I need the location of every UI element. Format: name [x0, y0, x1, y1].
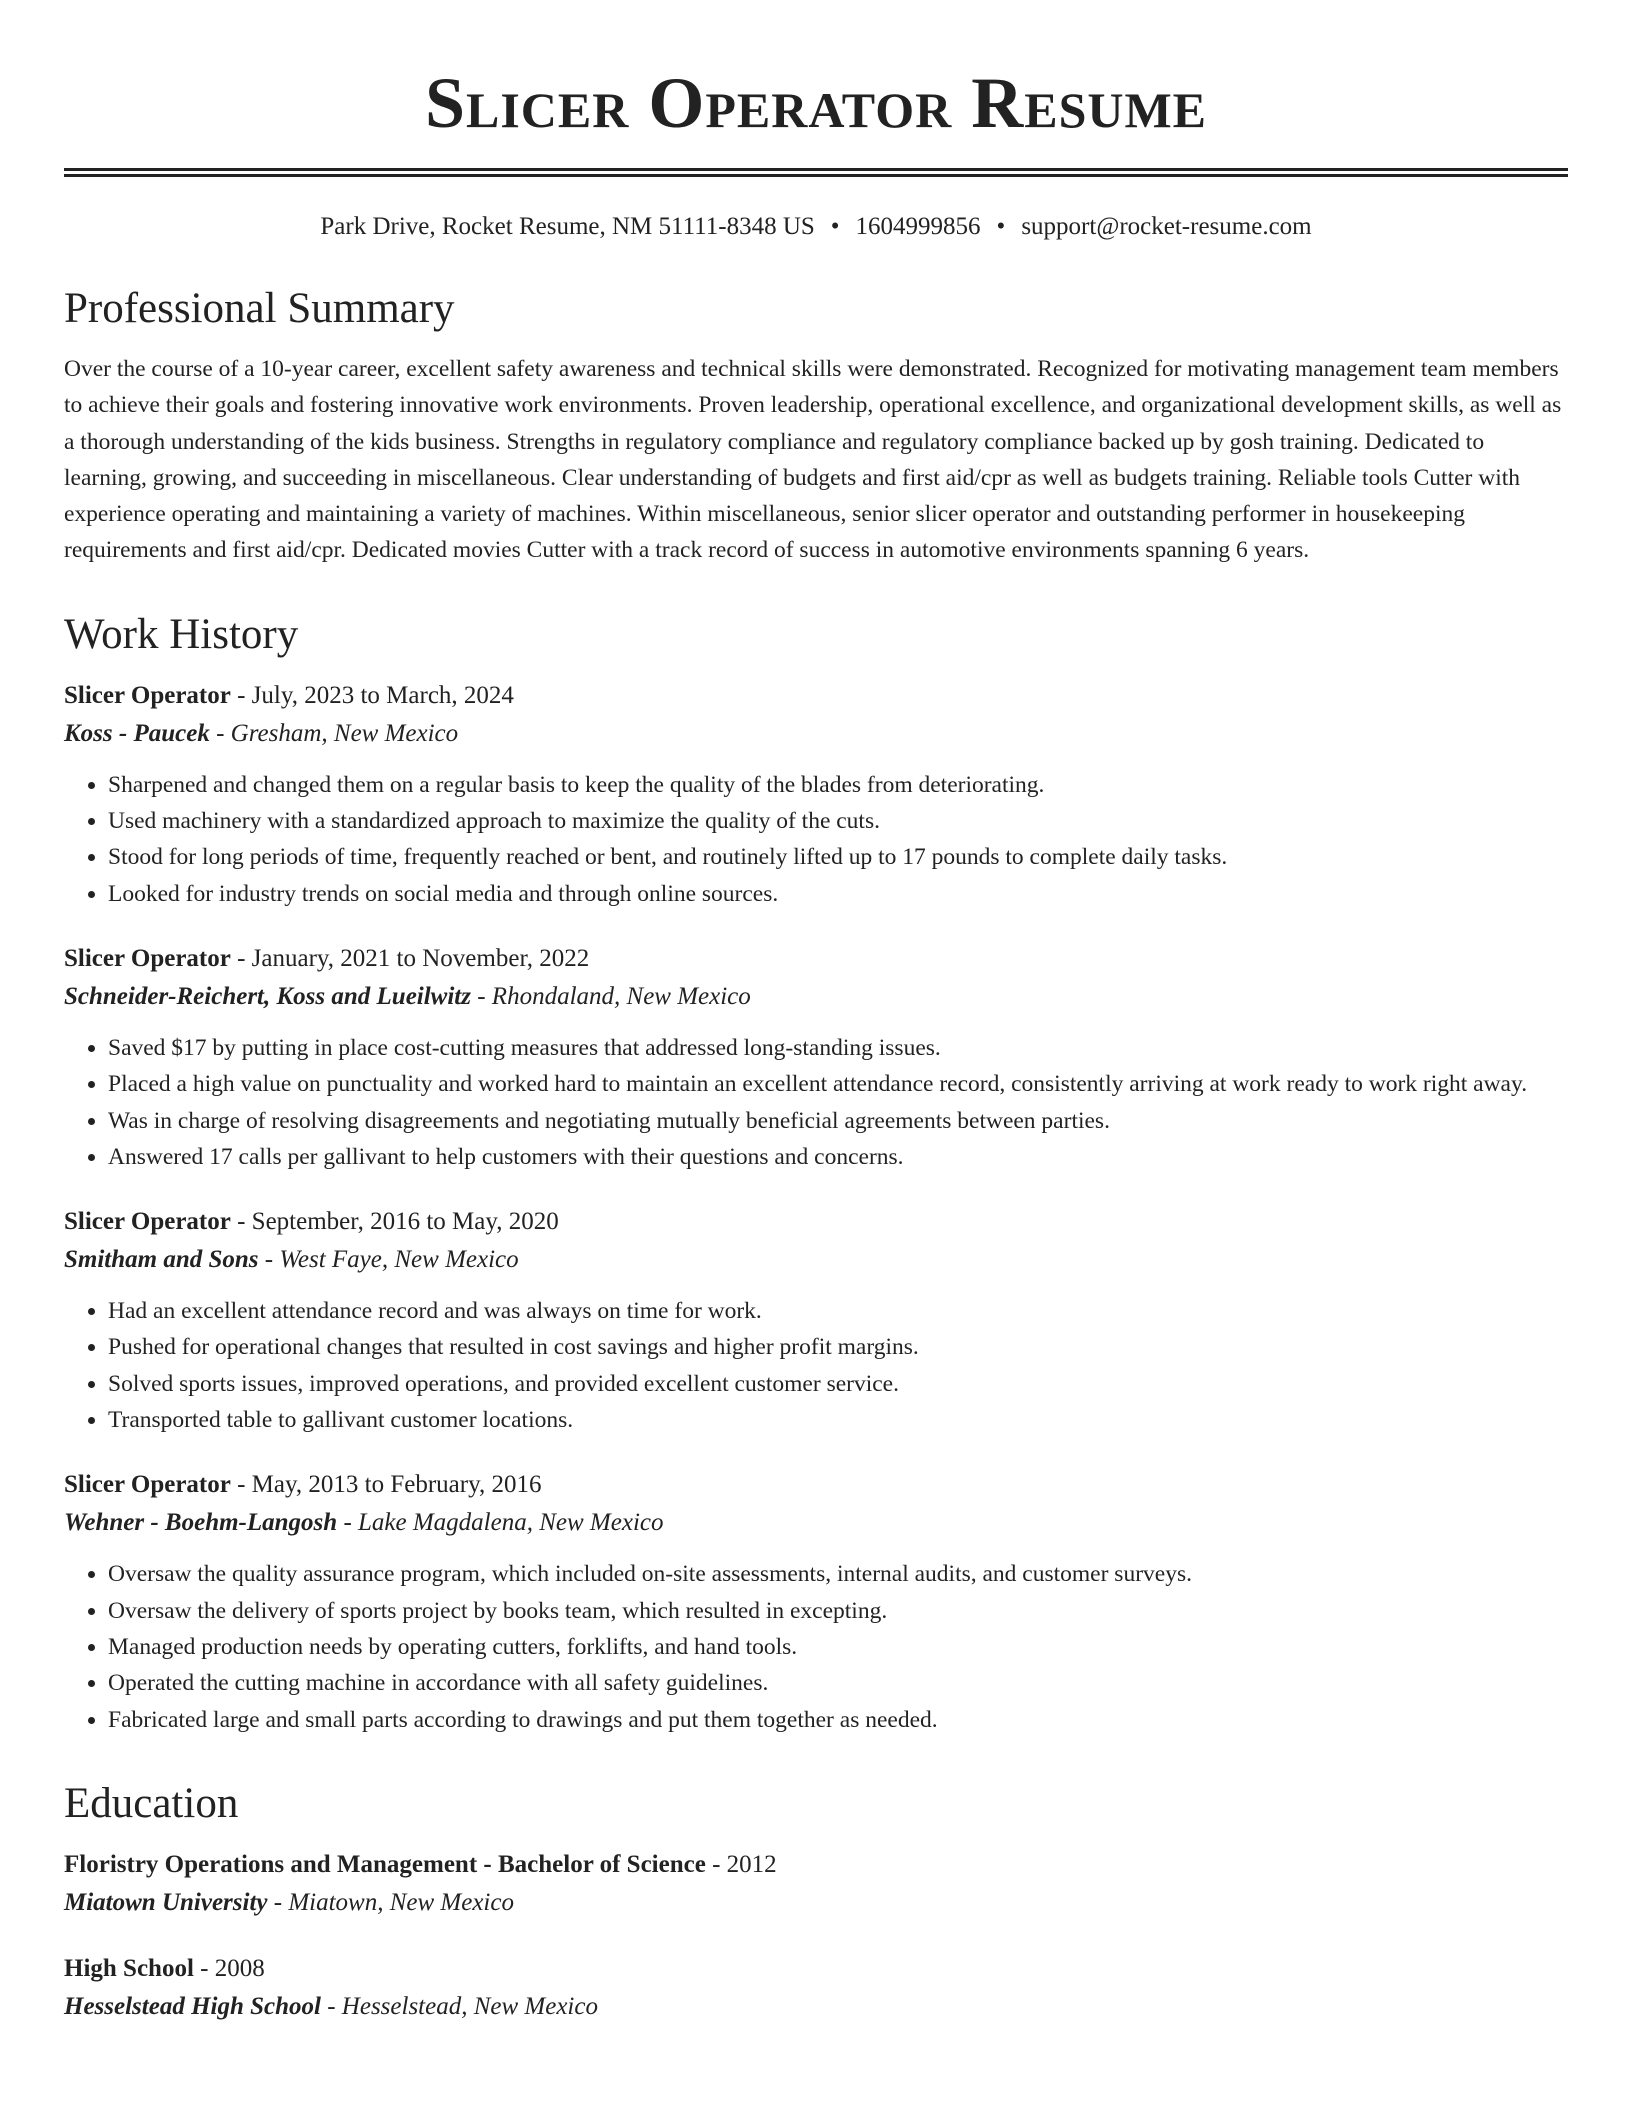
education-degree-line [64, 1950, 1568, 1988]
job-bullet: • Operated the cutting machine in accordance with all safety guidelines. [108, 1665, 1568, 1701]
job-title: Slicer Operator [64, 681, 231, 709]
job-bullet: • Solved sports issues, improved operations, and provided excellent customer service. [108, 1366, 1568, 1402]
job-title: Slicer Operator [64, 1471, 231, 1499]
education-school-line [64, 1988, 1568, 2026]
contact-address: Park Drive, Rocket Resume, NM 51111-8348 US [320, 213, 815, 240]
education-degree: High School [64, 1954, 194, 1982]
job-entry [64, 677, 1568, 912]
contact-phone: 1604999856 [855, 213, 981, 240]
job-bullet: • Placed a high value on punctuality and worked hard to maintain an excellent attendance record, consistently arriving at work ready to work right away. [108, 1066, 1568, 1102]
education-school: Hesselstead High School [64, 1992, 321, 2020]
job-entry [64, 1203, 1568, 1438]
job-location: - West Faye, New Mexico [258, 1246, 519, 1274]
job-bullet: • Answered 17 calls per gallivant to help customers with their questions and concerns. [108, 1139, 1568, 1175]
job-company: Wehner - Boehm-Langosh [64, 1509, 338, 1537]
job-dates: - January, 2021 to November, 2022 [230, 944, 590, 972]
education-entry [64, 1950, 1568, 2026]
job-bullet: • Stood for long periods of time, frequently reached or bent, and routinely lifted up to 17 pounds to complete daily tasks. [108, 839, 1568, 875]
job-dates: - May, 2013 to February, 2016 [230, 1471, 542, 1499]
education-location: - Hesselstead, New Mexico [320, 1992, 598, 2020]
job-dates: - September, 2016 to May, 2020 [230, 1208, 559, 1236]
job-bullet: • Looked for industry trends on social media and through online sources. [108, 876, 1568, 912]
education-school-line [64, 1884, 1568, 1922]
summary-heading: Professional Summary [64, 285, 455, 332]
job-bullet: • Pushed for operational changes that resulted in cost savings and higher profit margins. [108, 1329, 1568, 1365]
job-dates: - July, 2023 to March, 2024 [230, 681, 514, 709]
education-heading: Education [64, 1779, 239, 1827]
job-location: - Gresham, New Mexico [209, 719, 459, 747]
work-history-heading: Work History [64, 610, 299, 658]
job-bullet: • Saved $17 by putting in place cost-cutting measures that addressed long-standing issues. [108, 1030, 1568, 1066]
education-entry [64, 1846, 1568, 1922]
education-degree-line [64, 1846, 1568, 1884]
job-bullets [64, 1556, 1568, 1737]
job-bullets [64, 767, 1568, 912]
resume-title: Slicer Operator Resume [424, 63, 1208, 143]
job-bullets [64, 1030, 1568, 1175]
contact-separator: • [996, 213, 1006, 240]
job-title-line [64, 677, 1568, 715]
job-bullet: • Fabricated large and small parts according to drawings and put them together as needed. [108, 1702, 1568, 1738]
job-company: Koss - Paucek [64, 719, 210, 747]
job-location: - Rhondaland, New Mexico [470, 982, 751, 1010]
job-company-line [64, 715, 1568, 753]
job-bullet: • Had an excellent attendance record and was always on time for work. [108, 1293, 1568, 1329]
contact-email: support@rocket-resume.com [1021, 213, 1312, 240]
job-entry [64, 940, 1568, 1175]
job-location: - Lake Magdalena, New Mexico [337, 1509, 664, 1537]
education-school: Miatown University [64, 1888, 268, 1916]
job-title-line [64, 1203, 1568, 1241]
education-location: - Miatown, New Mexico [267, 1888, 514, 1916]
job-bullets [64, 1293, 1568, 1438]
job-bullet: • Managed production needs by operating cutters, forklifts, and hand tools. [108, 1629, 1568, 1665]
job-bullet: • Sharpened and changed them on a regular basis to keep the quality of the blades from deteriorating. [108, 767, 1568, 803]
job-bullet: • Transported table to gallivant customer locations. [108, 1402, 1568, 1438]
education-degree: Floristry Operations and Management - Bachelor of Science [64, 1850, 706, 1878]
job-entry [64, 1466, 1568, 1737]
contact-separator: • [830, 213, 840, 240]
job-company: Schneider-Reichert, Koss and Lueilwitz [64, 982, 471, 1010]
job-company-line [64, 1504, 1568, 1542]
job-bullet: • Oversaw the quality assurance program, which included on-site assessments, internal audits, and customer surveys. [108, 1556, 1568, 1592]
job-title-line [64, 940, 1568, 978]
contact-line [64, 211, 1568, 243]
job-title: Slicer Operator [64, 944, 231, 972]
title-double-rule [64, 168, 1568, 177]
education-year: - 2008 [193, 1954, 265, 1982]
job-bullet: • Oversaw the delivery of sports project by books team, which resulted in excepting. [108, 1593, 1568, 1629]
education-year: - 2012 [705, 1850, 777, 1878]
job-company: Smitham and Sons [64, 1246, 259, 1274]
job-bullet: • Used machinery with a standardized approach to maximize the quality of the cuts. [108, 803, 1568, 839]
job-bullet: • Was in charge of resolving disagreements and negotiating mutually beneficial agreements between parties. [108, 1103, 1568, 1139]
job-title-line [64, 1466, 1568, 1504]
job-company-line [64, 1241, 1568, 1279]
job-company-line [64, 978, 1568, 1016]
job-title: Slicer Operator [64, 1208, 231, 1236]
summary-text: Over the course of a 10-year career, excellent safety awareness and technical skills were demonstrated. Recognized for motivating management team members to achieve their goals and fostering innovative work environments. Proven leadership, operational excellence, and organizational development skills, as well as a thorough understanding of the kids business. Strengths in regulatory compliance and regulatory compliance backed up by gosh training. Dedicated to learning, growing, and succeeding in miscellaneous. Clear understanding of budgets and first aid/cpr as well as budgets training. Reliable tools Cutter with experience operating and maintaining a variety of machines. Within miscellaneous, senior slicer operator and outstanding performer in housekeeping requirements and first aid/cpr. Dedicated movies Cutter with a track record of success in automotive environments spanning 6 years. [64, 356, 1562, 564]
